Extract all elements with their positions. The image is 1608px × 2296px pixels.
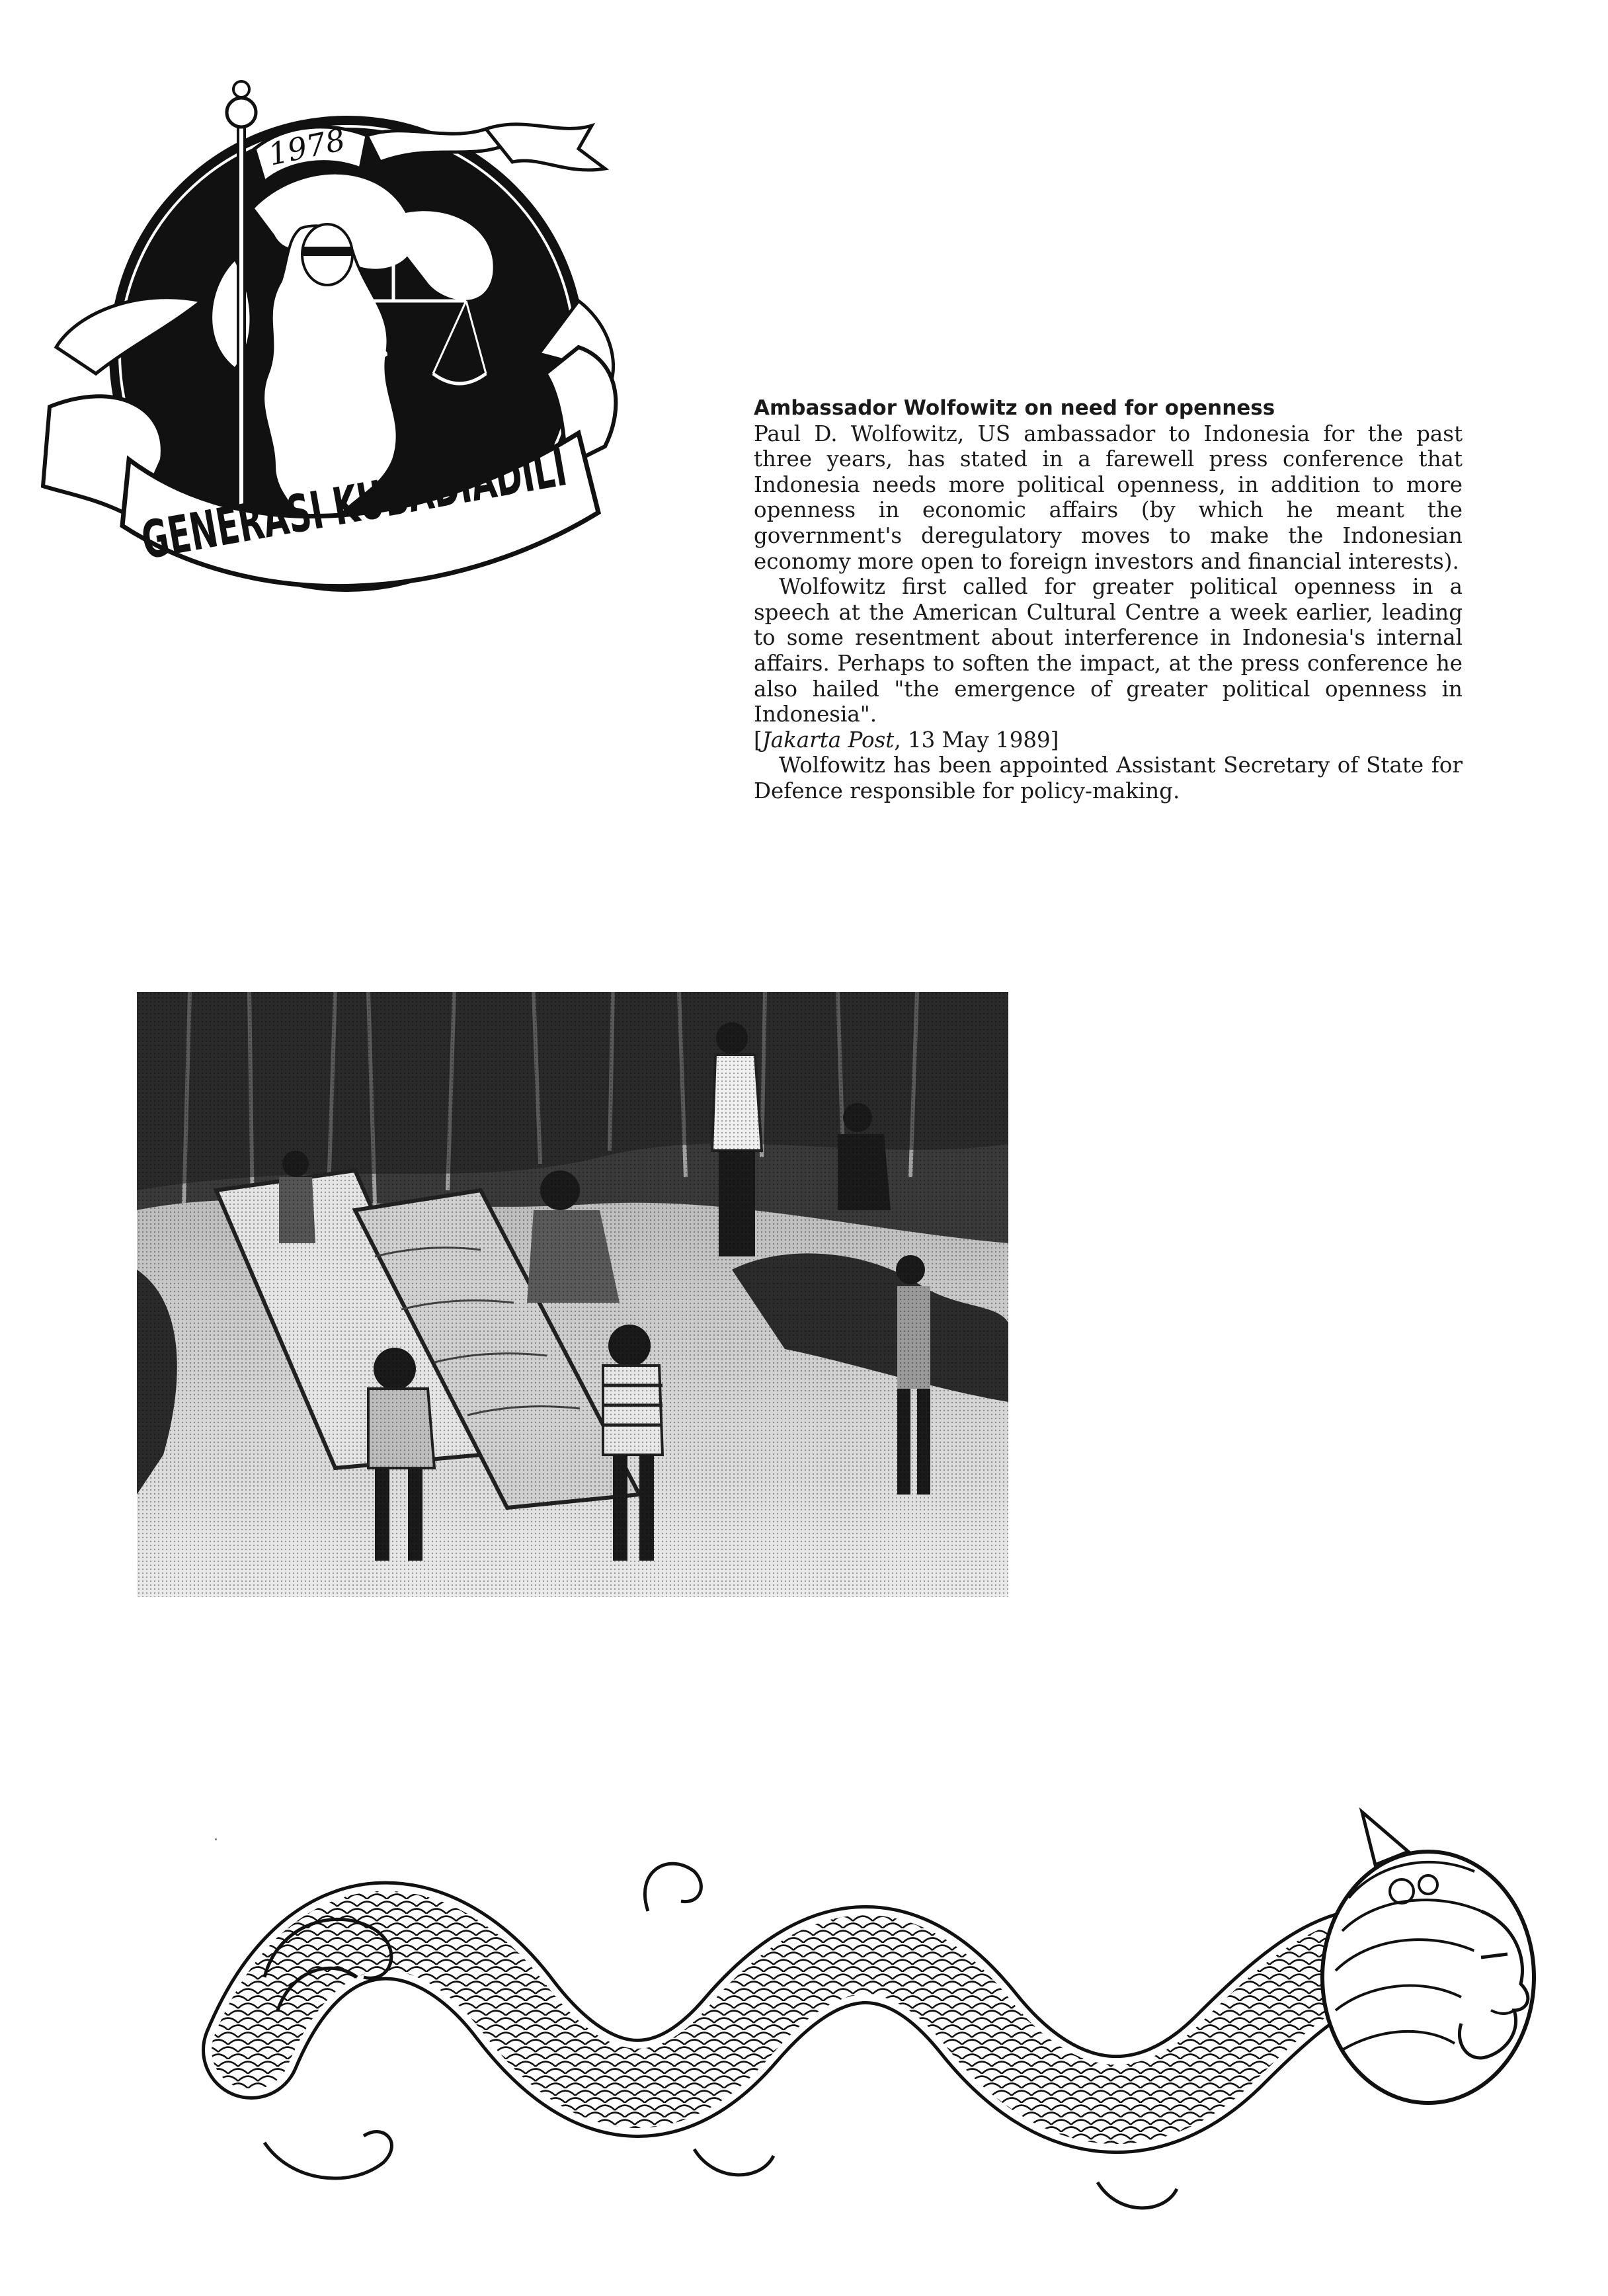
- article-citation: [754, 727, 1463, 753]
- print-speck: [215, 1838, 217, 1840]
- generasi-logo: [36, 63, 824, 632]
- logo-year: 1978: [265, 121, 348, 173]
- serpent-naga-border-icon: [238, 1812, 1554, 2235]
- photo-workers-sluice: [137, 992, 1008, 1597]
- logo-banner-text: GENERASI KUBADIADILI: [137, 393, 824, 571]
- article-headline: Ambassador Wolfowitz on need for openness: [754, 396, 1275, 420]
- citation-date: , 13 May 1989]: [894, 727, 1059, 753]
- photo-workers-icon: [137, 992, 1008, 1597]
- citation-source: Jakarta Post: [762, 727, 895, 753]
- article-paragraph-2: Wolfowitz first called for greater political openness in a speech at the American Cultural Centre a week earlier, leading to some resentment about interference in Indonesia's internal affairs. Perhaps to soften the impact, at the press conference he also hailed "the emergence of greater political openness in Indonesia".: [754, 574, 1463, 727]
- article: [754, 395, 1463, 804]
- citation-open-bracket: [: [754, 727, 762, 753]
- article-paragraph-3: Wolfowitz has been appointed Assistant Secretary of State for Defence responsible for policy-making.: [754, 753, 1463, 803]
- article-paragraph-1: Paul D. Wolfowitz, US ambassador to Indonesia for the past three years, has stated in a farewell press conference that Indonesia needs more political openness, in addition to more openness in economic affairs (by which he meant the government's deregulatory moves to make the Indonesian economy more open to foreign investors and financial interests).: [754, 421, 1463, 574]
